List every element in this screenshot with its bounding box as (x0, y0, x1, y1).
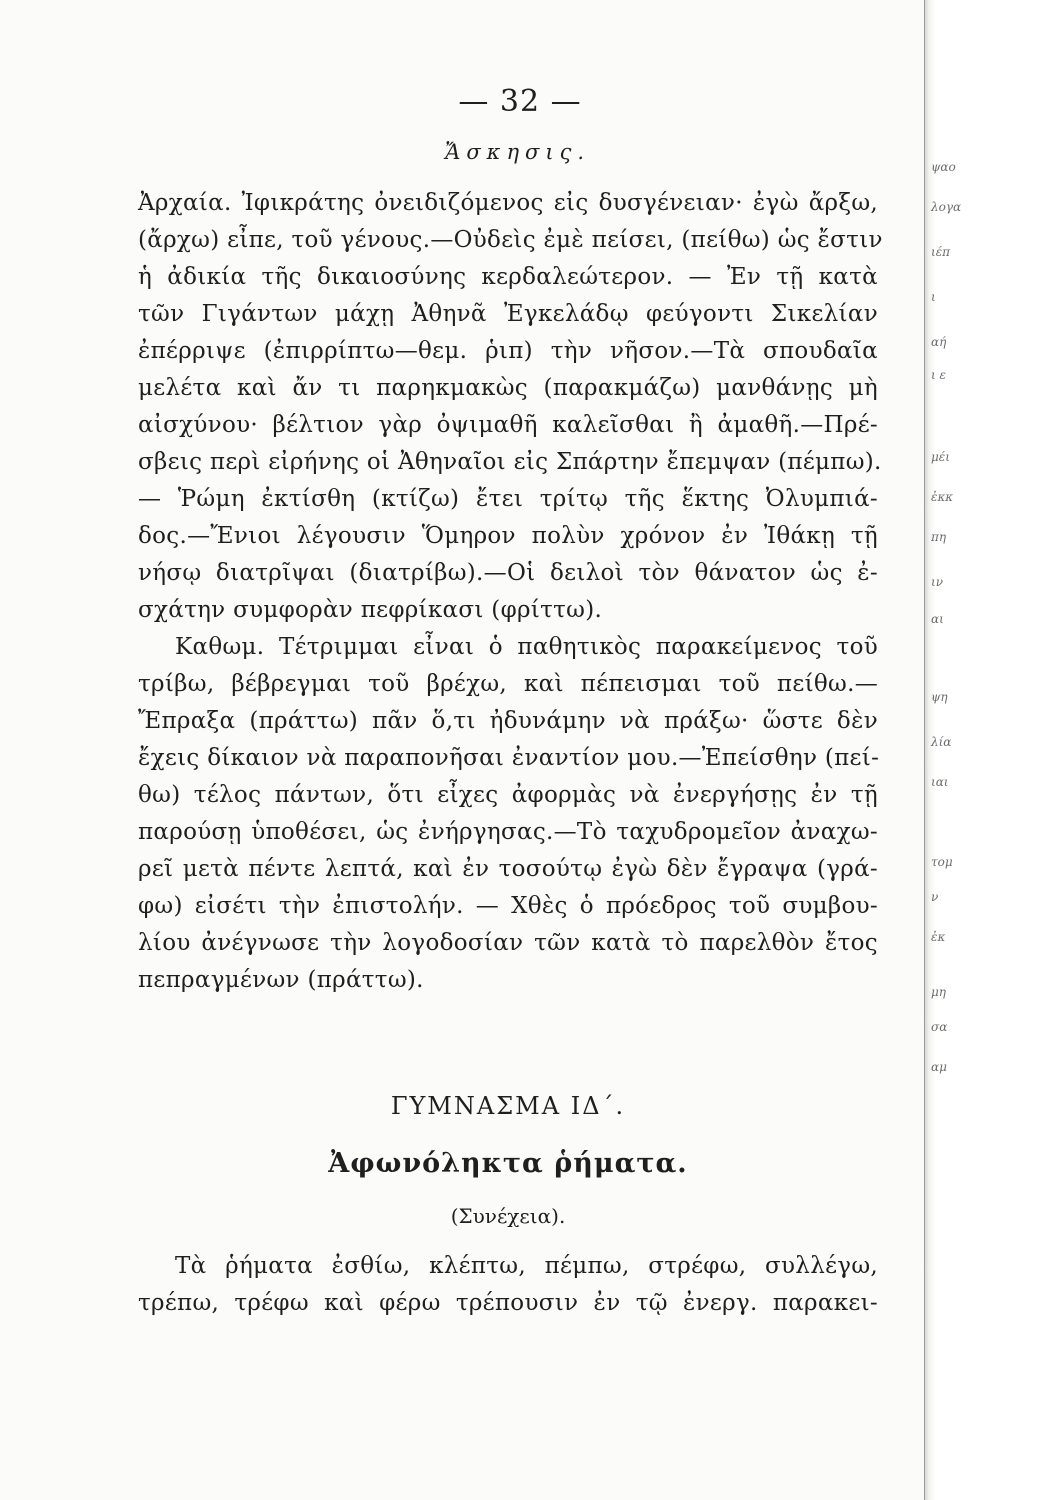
margin-fragment: ἐκ (931, 930, 946, 944)
margin-fragment: μη (931, 985, 946, 999)
margin-fragment: ψαο (931, 160, 956, 174)
text-line: πεπραγμένων (πράττω). (138, 967, 424, 993)
text-line: ἐπέρριψε (ἐπιρρίπτω—θεμ. ῥιπ) τὴν νῆσον.—Τὰ σπουδαῖα (138, 338, 878, 364)
text-line: Ἀρχαία. Ἰφικράτης ὀνειδιζόμενος εἰς δυσγένειαν· ἐγὼ ἄρξω, (138, 190, 878, 216)
section-note: (Συνέχεια). (450, 1204, 566, 1228)
text-line: δος.—Ἔνιοι λέγουσιν Ὅμηρον πολὺν χρόνον ἐν Ἰθάκῃ τῇ (138, 523, 878, 549)
page-number: — 32 — (458, 84, 582, 119)
text-line: μελέτα καὶ ἄν τι παρηκμακὼς (παρακμάζω) μανθάνῃς μὴ (138, 375, 878, 401)
margin-fragment: ι (931, 290, 936, 304)
margin-fragment: ἐκκ (931, 490, 954, 504)
text-line: θω) τέλος πάντων, ὅτι εἶχες ἀφορμὰς νὰ ἐνεργήσῃς ἐν τῇ (138, 782, 878, 808)
text-line: ἔχεις δίκαιον νὰ παραπονῆσαι ἐναντίον μου.—Ἐπείσθην (πεί- (138, 745, 880, 771)
margin-fragment: αμ (931, 1060, 947, 1074)
margin-fragment: ψη (931, 690, 948, 704)
adjacent-page-edge (924, 0, 962, 1500)
text-line: ἡ ἀδικία τῆς δικαιοσύνης κερδαλεώτερον. — Ἐν τῇ κατὰ (138, 264, 878, 290)
margin-fragment: αή (931, 335, 947, 349)
margin-fragment: ιν (931, 575, 943, 589)
section-title: ΓΥΜΝΑΣΜΑ ΙΔ΄. (390, 1092, 626, 1120)
text-line: Καθωμ. Τέτριμμαι εἶναι ὁ παθητικὸς παρακείμενος τοῦ (175, 634, 878, 660)
section-body (138, 1248, 878, 1322)
text-line: ρεῖ μετὰ πέντε λεπτά, καὶ ἐν τοσούτῳ ἐγὼ δὲν ἔγραψα (γρά- (138, 856, 878, 882)
margin-fragment: ιέπ (931, 245, 951, 259)
margin-fragment: ιαι (931, 775, 949, 789)
margin-fragment: τομ (931, 855, 953, 869)
text-line: σχάτην συμφορὰν πεφρίκασι (φρίττω). (138, 597, 603, 623)
margin-fragment: αι (931, 612, 944, 626)
margin-fragment: λογα (931, 200, 962, 214)
text-line: Ἔπραξα (πράττω) πᾶν ὅ,τι ἠδυνάμην νὰ πράξω· ὥστε δὲν (138, 708, 878, 734)
text-line: τρέπω, τρέφω καὶ φέρω τρέπουσιν ἐν τῷ ἐνεργ. παρακει- (138, 1290, 878, 1316)
text-line: Τὰ ῥήματα ἐσθίω, κλέπτω, πέμπω, στρέφω, συλλέγω, (175, 1253, 878, 1279)
margin-fragment: ι ε (931, 368, 946, 382)
exercise-heading: Ἄσκησις. (444, 140, 591, 164)
text-line: παρούσῃ ὑποθέσει, ὡς ἐνήργησας.—Τὸ ταχυδρομεῖον ἀναχω- (138, 819, 878, 845)
margin-fragment: λία (931, 735, 952, 749)
text-line: αἰσχύνου· βέλτιον γὰρ ὀψιμαθῆ καλεῖσθαι ἢ ἀμαθῆ.—Πρέ- (138, 412, 878, 438)
margin-fragment: μέι (931, 450, 950, 464)
exercise-text (138, 185, 883, 999)
text-line: φω) εἰσέτι τὴν ἐπιστολήν. — Χθὲς ὁ πρόεδρος τοῦ συμβου- (138, 893, 878, 919)
margin-fragment: πη (931, 530, 947, 544)
text-line: (ἄρχω) εἶπε, τοῦ γένους.—Οὐδεὶς ἐμὲ πείσει, (πείθω) ὡς ἔστιν (138, 227, 883, 253)
text-line: — Ῥώμη ἐκτίσθη (κτίζω) ἔτει τρίτῳ τῆς ἕκτης Ὀλυμπιά- (138, 486, 878, 512)
text-line: τρίβω, βέβρεγμαι τοῦ βρέχω, καὶ πέπεισμαι τοῦ πείθω.— (138, 671, 878, 697)
text-line: λίου ἀνέγνωσε τὴν λογοδοσίαν τῶν κατὰ τὸ παρελθὸν ἔτος (138, 930, 878, 956)
text-line: νήσῳ διατρῖψαι (διατρίβω).—Οἱ δειλοὶ τὸν θάνατον ὡς ἐ- (138, 560, 878, 586)
text-line: τῶν Γιγάντων μάχῃ Ἀθηνᾶ Ἐγκελάδῳ φεύγοντι Σικελίαν (138, 301, 878, 327)
margin-fragment: σα (931, 1020, 948, 1034)
text-line: σβεις περὶ εἰρήνης οἱ Ἀθηναῖοι εἰς Σπάρτην ἔπεμψαν (πέμπω). (138, 449, 882, 475)
section-subtitle: Ἀφωνόληκτα ῥήματα. (328, 1148, 688, 1179)
margin-fragment: ν (931, 890, 939, 904)
